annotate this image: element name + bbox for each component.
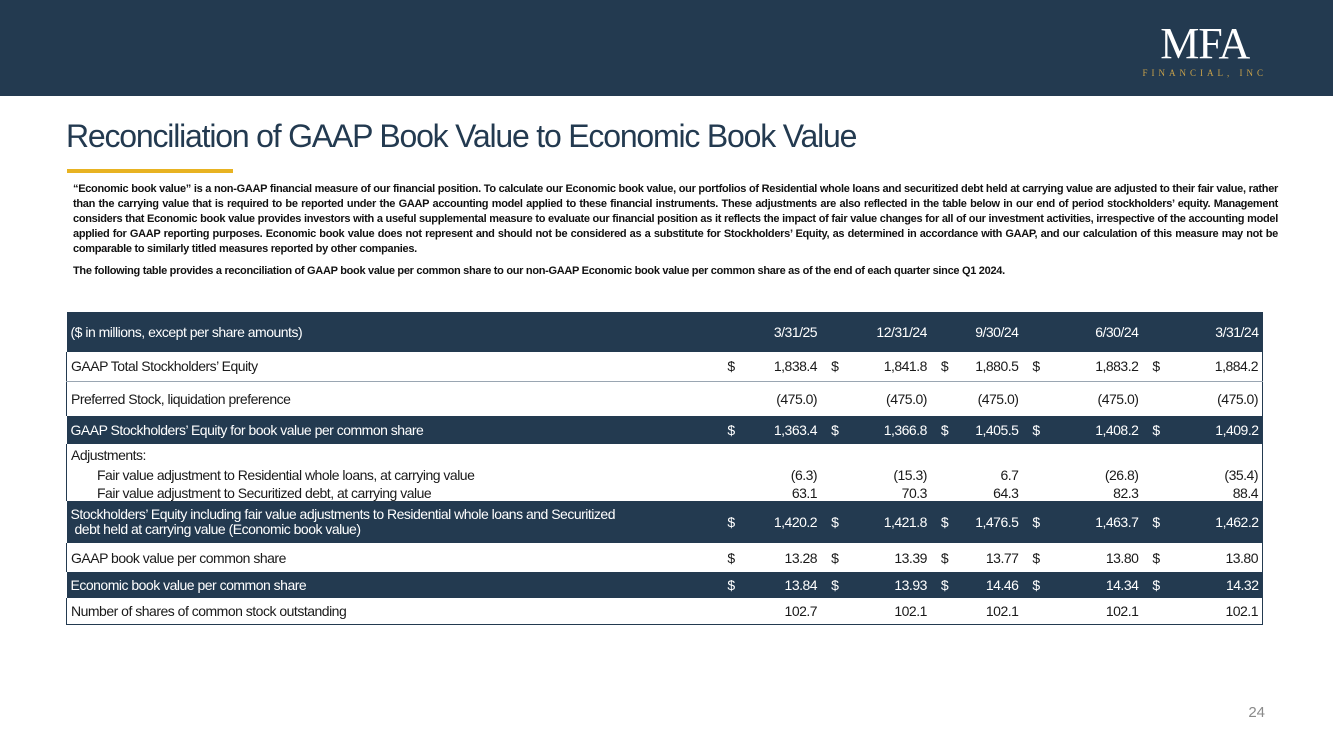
table-cell: 14.46 xyxy=(949,572,1022,598)
table-cell: 102.1 xyxy=(949,598,1022,624)
dollar-sign: $ xyxy=(717,543,735,572)
table-cell: (475.0) xyxy=(1171,381,1263,416)
table-cell: 1,838.4 xyxy=(736,352,821,381)
table-cell: 13.80 xyxy=(1051,543,1143,572)
row-label: Preferred Stock, liquidation preference xyxy=(67,381,718,416)
table-cell: 1,880.5 xyxy=(949,352,1022,381)
table-cell: (26.8) xyxy=(1051,466,1143,484)
table-header-label: ($ in millions, except per share amounts) xyxy=(67,312,718,352)
dollar-sign: $ xyxy=(821,416,843,444)
dollar-sign: $ xyxy=(1022,572,1050,598)
table-row xyxy=(67,598,1263,624)
table-cell: 14.34 xyxy=(1051,572,1143,598)
dollar-sign: $ xyxy=(1142,352,1170,381)
logo-wordmark: MFA xyxy=(1160,19,1250,68)
table-cell: 13.39 xyxy=(843,543,930,572)
column-header: 9/30/24 xyxy=(949,312,1022,352)
dollar-sign: $ xyxy=(717,572,735,598)
table-cell: 64.3 xyxy=(949,484,1022,501)
intro-paragraph-2: The following table provides a reconciliation of GAAP book value per common share to our non-GAAP Economic book value per common share as of the end of each quarter since Q1 2024. xyxy=(73,265,1005,277)
table-row xyxy=(67,484,1263,501)
dollar-sign: $ xyxy=(821,501,843,543)
column-header: 12/31/24 xyxy=(843,312,930,352)
dollar-sign: $ xyxy=(931,543,949,572)
table-cell: 1,409.2 xyxy=(1171,416,1263,444)
column-header: 6/30/24 xyxy=(1051,312,1143,352)
table-cell: 102.1 xyxy=(1171,598,1263,624)
table-cell: 1,841.8 xyxy=(843,352,930,381)
table-cell: 13.28 xyxy=(736,543,821,572)
table-cell: (15.3) xyxy=(843,466,930,484)
table-cell: 13.93 xyxy=(843,572,930,598)
dollar-sign: $ xyxy=(821,572,843,598)
table-cell: 1,366.8 xyxy=(843,416,930,444)
table-cell: (35.4) xyxy=(1171,466,1263,484)
adjustments-label: Adjustments: xyxy=(67,444,718,466)
table-cell: (475.0) xyxy=(736,381,821,416)
column-header: 3/31/25 xyxy=(736,312,821,352)
dollar-sign: $ xyxy=(717,501,735,543)
table-cell: (475.0) xyxy=(1051,381,1143,416)
table-cell: 6.7 xyxy=(949,466,1022,484)
row-label: Economic book value per common share xyxy=(67,572,718,598)
table-row xyxy=(67,352,1263,381)
dollar-sign: $ xyxy=(1022,543,1050,572)
table-row xyxy=(67,543,1263,572)
header-bar xyxy=(0,0,1333,96)
dollar-sign: $ xyxy=(1142,416,1170,444)
table-cell: 1,405.5 xyxy=(949,416,1022,444)
dollar-sign: $ xyxy=(717,352,735,381)
row-label: GAAP Stockholders’ Equity for book value per common share xyxy=(67,416,718,444)
column-header: 3/31/24 xyxy=(1171,312,1263,352)
table-row xyxy=(67,381,1263,416)
mfa-logo xyxy=(1142,19,1268,78)
dollar-sign: $ xyxy=(717,416,735,444)
table-row xyxy=(67,501,1263,543)
dollar-sign: $ xyxy=(1022,352,1050,381)
row-label: Fair value adjustment to Securitized debt, at carrying value xyxy=(67,484,718,501)
table-cell: (6.3) xyxy=(736,466,821,484)
table-cell: 70.3 xyxy=(843,484,930,501)
table-cell: 1,463.7 xyxy=(1051,501,1143,543)
dollar-sign: $ xyxy=(1142,543,1170,572)
table-row xyxy=(67,416,1263,444)
table-cell: 1,420.2 xyxy=(736,501,821,543)
page-number: 24 xyxy=(1248,704,1265,721)
table-row xyxy=(67,466,1263,484)
dollar-sign: $ xyxy=(931,572,949,598)
page-title: Reconciliation of GAAP Book Value to Economic Book Value xyxy=(66,118,857,154)
table-cell: 1,408.2 xyxy=(1051,416,1143,444)
row-label xyxy=(67,501,718,543)
table-cell: 13.80 xyxy=(1171,543,1263,572)
title-underline xyxy=(67,169,233,173)
table-cell: 1,883.2 xyxy=(1051,352,1143,381)
table-cell: 1,421.8 xyxy=(843,501,930,543)
row-label: GAAP book value per common share xyxy=(67,543,718,572)
table-cell: 1,884.2 xyxy=(1171,352,1263,381)
table-cell: 102.7 xyxy=(736,598,821,624)
row-label-line-1: Stockholders’ Equity including fair value adjustments to Residential whole loans and Securitized xyxy=(70,506,615,522)
dollar-sign: $ xyxy=(821,352,843,381)
table-row xyxy=(67,572,1263,598)
row-label: GAAP Total Stockholders’ Equity xyxy=(67,352,718,381)
dollar-sign: $ xyxy=(1022,416,1050,444)
table-cell: 102.1 xyxy=(1051,598,1143,624)
dollar-sign: $ xyxy=(1142,501,1170,543)
row-label: Fair value adjustment to Residential whole loans, at carrying value xyxy=(67,466,718,484)
table-cell: 102.1 xyxy=(843,598,930,624)
logo-subtitle: FINANCIAL, INC xyxy=(1142,68,1267,78)
table-cell: 13.77 xyxy=(949,543,1022,572)
table-cell: 1,476.5 xyxy=(949,501,1022,543)
table-header-row xyxy=(67,312,1263,352)
table-cell: 13.84 xyxy=(736,572,821,598)
dollar-sign: $ xyxy=(1142,572,1170,598)
row-label-line-2: debt held at carrying value (Economic book value) xyxy=(74,521,361,537)
dollar-sign: $ xyxy=(821,543,843,572)
table-cell: (475.0) xyxy=(949,381,1022,416)
table-cell: 14.32 xyxy=(1171,572,1263,598)
row-label: Number of shares of common stock outstanding xyxy=(67,598,718,624)
intro-paragraph-1: “Economic book value” is a non-GAAP financial measure of our financial position. To calculate our Economic book value, our portfolios of Residential whole loans and securitized debt held at carrying value are adjusted to their fair value, rather than the carrying value that is required to be reported under the GAAP accounting model applied to these financial instruments. These adjustments are also reflected in the table below in our end of period stockholders’ equity. Management considers that Economic book value provides investors with a useful supplemental measure to evaluate our financial position as it reflects the impact of fair value changes for all of our investment activities, irrespective of the accounting model applied for GAAP reporting purposes. Economic book value does not represent and should not be considered as a substitute for Stockholders’ Equity, as determined in accordance with GAAP, and our calculation of this measure may not be comparable to similarly titled measures reported by other companies. xyxy=(73,183,1278,255)
reconciliation-table xyxy=(66,312,1263,625)
dollar-sign: $ xyxy=(931,501,949,543)
table-cell: 88.4 xyxy=(1171,484,1263,501)
table-cell: 1,462.2 xyxy=(1171,501,1263,543)
table-cell: 82.3 xyxy=(1051,484,1143,501)
table-cell: 63.1 xyxy=(736,484,821,501)
dollar-sign: $ xyxy=(931,352,949,381)
dollar-sign: $ xyxy=(931,416,949,444)
table-cell: (475.0) xyxy=(843,381,930,416)
table-row xyxy=(67,444,1263,466)
table-cell: 1,363.4 xyxy=(736,416,821,444)
dollar-sign: $ xyxy=(1022,501,1050,543)
